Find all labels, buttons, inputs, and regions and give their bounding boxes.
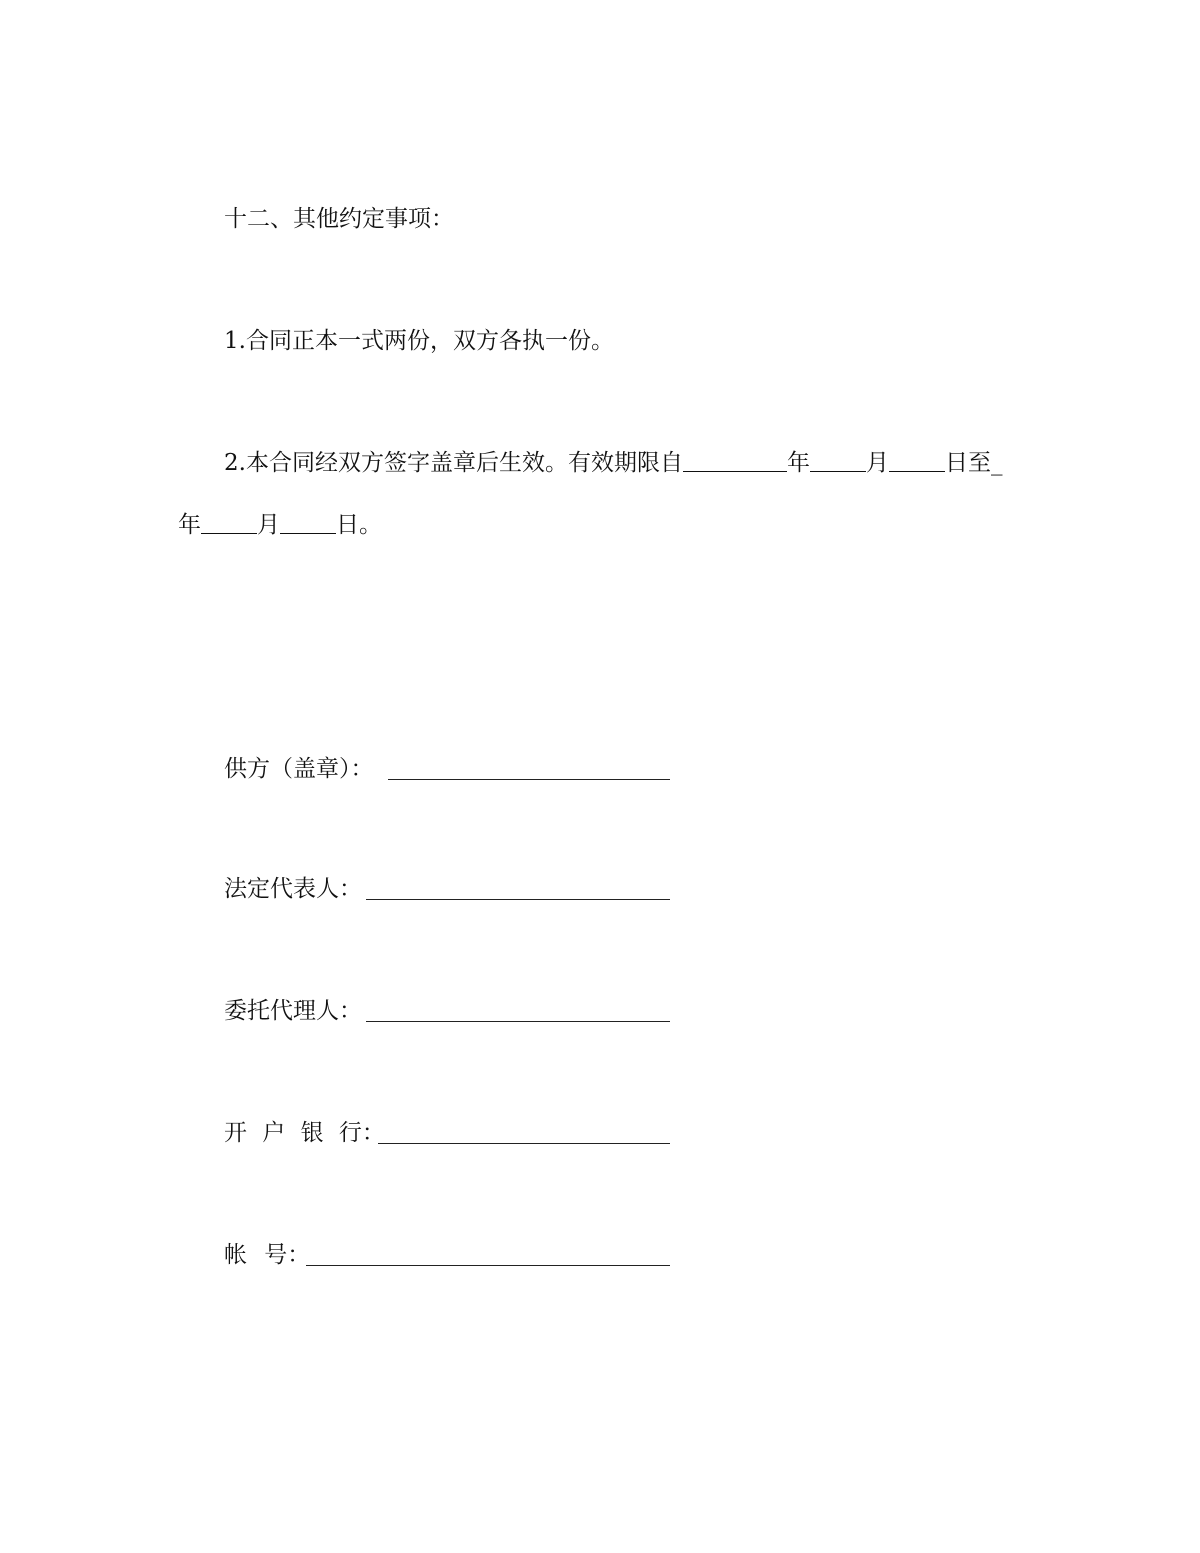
start-day-blank[interactable] (889, 449, 945, 472)
end-month-label: 月 (257, 512, 280, 538)
trailing-underscore: _ (990, 450, 1003, 476)
start-day-label: 日至 (944, 450, 991, 476)
account-row (224, 1240, 672, 1270)
end-day-blank[interactable] (280, 511, 336, 534)
supplier-seal-row (224, 754, 672, 784)
legal-rep-label: 法定代表人： (224, 876, 362, 902)
end-month-blank[interactable] (201, 511, 257, 534)
start-month-blank[interactable] (810, 449, 866, 472)
legal-rep-line[interactable] (366, 899, 670, 900)
legal-rep-row (224, 874, 672, 904)
agent-row (224, 996, 672, 1026)
account-label: 帐 号： (224, 1242, 311, 1268)
clause-2-text: 2.本合同经双方签字盖章后生效。有效期限自 (224, 450, 683, 476)
supplier-seal-line[interactable] (388, 779, 670, 780)
bank-row (224, 1118, 672, 1148)
start-year-label: 年 (786, 450, 810, 476)
end-day-label: 日。 (336, 512, 382, 538)
section-heading: 十二、其他约定事项： (224, 206, 454, 232)
clause-2-line-1 (224, 448, 1002, 478)
bank-line[interactable] (378, 1143, 670, 1144)
end-year-label: 年 (178, 512, 201, 538)
clause-1: 1.合同正本一式两份，双方各执一份。 (224, 328, 614, 354)
account-line[interactable] (306, 1265, 670, 1266)
agent-line[interactable] (366, 1021, 670, 1022)
start-month-label: 月 (865, 450, 889, 476)
agent-label: 委托代理人： (224, 998, 362, 1024)
start-year-blank[interactable] (683, 449, 787, 472)
bank-label: 开 户 银 行： (224, 1120, 385, 1146)
clause-2-line-2 (178, 510, 382, 540)
supplier-seal-label: 供方（盖章）： (224, 756, 374, 782)
